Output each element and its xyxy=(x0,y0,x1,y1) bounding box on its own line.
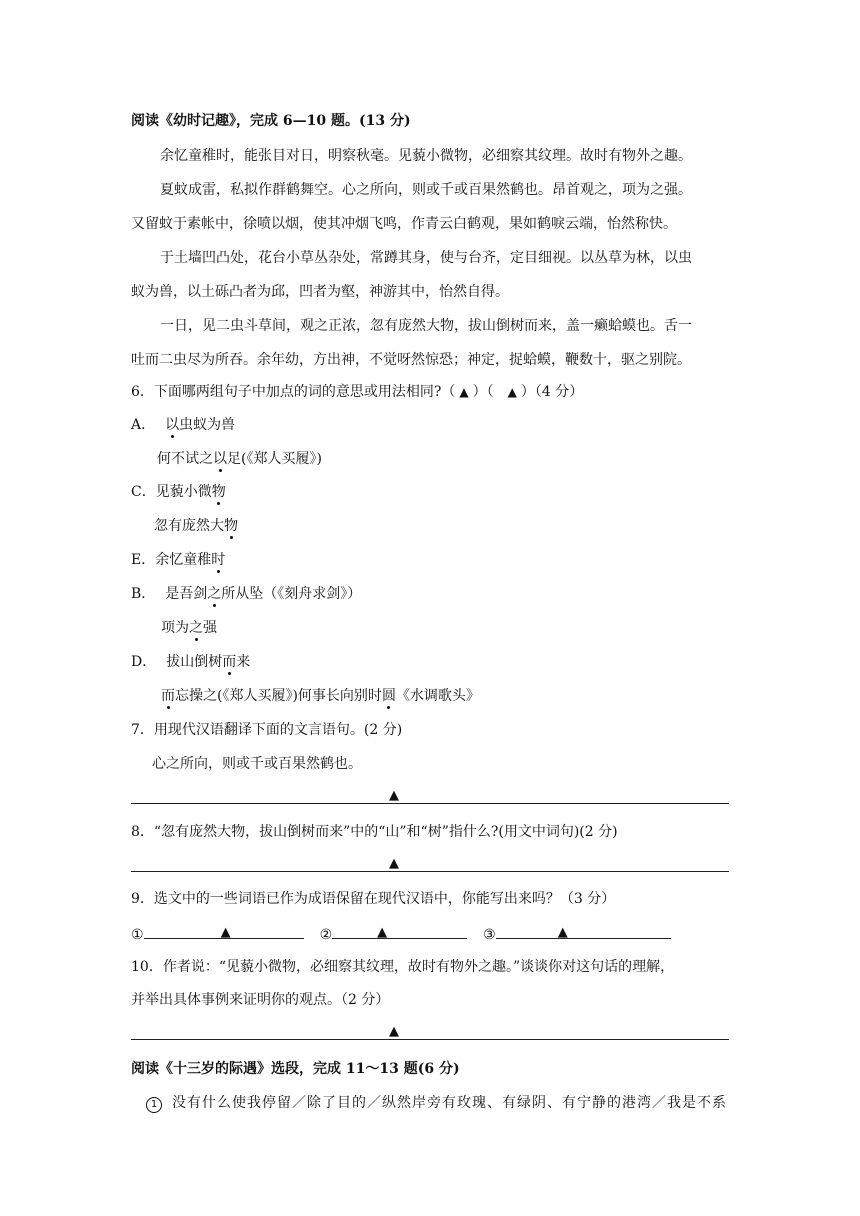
dotted-char: 而 xyxy=(222,654,237,670)
dotted-char: 圆 xyxy=(381,688,396,704)
question-9-stem: 9．选文中的一些词语已作为成语保留在现代汉语中，你能写出来吗？（3 分） xyxy=(131,891,616,907)
passage-line: 夏蚊成雷，私拟作群鹤舞空。心之所向，则或千或百果然鹤也。昂首观之，项为之强。 xyxy=(160,182,692,198)
dotted-char: 物 xyxy=(224,518,238,534)
circled-number: 1 xyxy=(146,1097,162,1113)
answer-marker: ▲ xyxy=(389,856,399,871)
option-a: A． 以虫蚁为兽 xyxy=(131,417,236,433)
option-c-example: 忽有庞然大物 xyxy=(154,518,238,534)
question-6-stem: 6．下面哪两组句子中加点的词的意思或用法相同?（ ▲ ）（ ▲ ）（4 分） xyxy=(131,384,584,400)
answer-marker: ▲ xyxy=(557,925,568,940)
dotted-char: 之 xyxy=(207,586,222,602)
answer-marker: ▲ xyxy=(389,788,399,803)
answer-marker: ▲ xyxy=(389,1024,399,1039)
dotted-char: 之 xyxy=(189,620,203,636)
option-b: B． 是吾剑之所从坠（《刻舟求剑》） xyxy=(131,586,362,602)
answer-marker: ▲ xyxy=(220,925,231,940)
answer-line[interactable] xyxy=(131,1039,729,1040)
poem-line: 1 没有什么使我停留／除了目的／纵然岸旁有玫瑰、有绿阴、有宁静的港湾／我是不系 xyxy=(146,1094,727,1113)
answer-line[interactable] xyxy=(131,871,729,872)
question-10-stem-cont: 并举出具体事例来证明你的观点。（2 分） xyxy=(131,992,390,1008)
section-title: 阅读《幼时记趣》，完成 6—10 题。(13 分) xyxy=(131,113,411,129)
option-d-example: 而忘操之(《郑人买履》)何事长向别时圆《水调歌头》 xyxy=(161,688,480,704)
question-7-sentence: 心之所向，则或千或百果然鹤也。 xyxy=(152,756,362,772)
question-9-blanks: ① ▲ ② ▲ ③ ▲ xyxy=(131,924,671,944)
passage-line: 余忆童稚时，能张目对日，明察秋毫。见藐小微物，必细察其纹理。故时有物外之趣。 xyxy=(160,148,692,164)
passage-line: 一日，见二虫斗草间，观之正浓，忽有庞然大物，拔山倒树而来，盖一癞蛤蟆也。舌一 xyxy=(160,318,692,334)
answer-marker: ▲ xyxy=(377,925,388,940)
answer-blank-2[interactable] xyxy=(332,924,467,939)
question-8-stem: 8．“忽有庞然大物，拔山倒树而来”中的“山”和“树”指什么?(用文中词句)(2 分) xyxy=(131,824,618,840)
answer-blank-1[interactable] xyxy=(144,924,304,939)
option-a-example: 何不试之以足(《郑人买履》) xyxy=(157,451,322,467)
answer-blank-3[interactable] xyxy=(496,924,671,939)
dotted-char: 物 xyxy=(211,484,226,500)
passage-line: 蚁为兽，以土砾凸者为邱，凹者为壑，神游其中，怡然自得。 xyxy=(131,284,509,300)
passage-line: 于土墙凹凸处，花台小草丛杂处，常蹲其身，使与台齐，定目细视。以丛草为林，以虫 xyxy=(160,250,692,266)
dotted-char: 时 xyxy=(211,552,226,568)
answer-marker: ▲ xyxy=(459,385,469,399)
question-10-stem: 10．作者说：“见藐小微物，必细察其纹理，故时有物外之趣。”谈谈你对这句话的理解， xyxy=(131,959,675,975)
dotted-char: 以 xyxy=(165,417,180,433)
answer-marker: ▲ xyxy=(507,385,517,399)
passage-line: 吐而二虫尽为所吞。余年幼，方出神，不觉呀然惊恐；神定，捉蛤蟆，鞭数十，驱之别院。 xyxy=(131,352,691,368)
option-e: E．余忆童稚时 xyxy=(131,552,226,568)
dotted-char: 以 xyxy=(213,451,227,467)
question-7-stem: 7．用现代汉语翻译下面的文言语句。(2 分) xyxy=(131,722,403,738)
option-c: C．见藐小微物 xyxy=(131,484,226,500)
passage-line: 又留蚊于素帐中，徐喷以烟，使其冲烟飞鸣，作青云白鹤观，果如鹤唳云端，怡然称快。 xyxy=(131,216,677,232)
answer-line[interactable] xyxy=(131,803,729,804)
option-b-example: 项为之强 xyxy=(161,620,217,636)
section-title: 阅读《十三岁的际遇》选段，完成 11～13 题(6 分) xyxy=(131,1061,460,1077)
dotted-char: 而 xyxy=(161,688,175,704)
option-d: D． 拔山倒树而来 xyxy=(131,654,251,670)
